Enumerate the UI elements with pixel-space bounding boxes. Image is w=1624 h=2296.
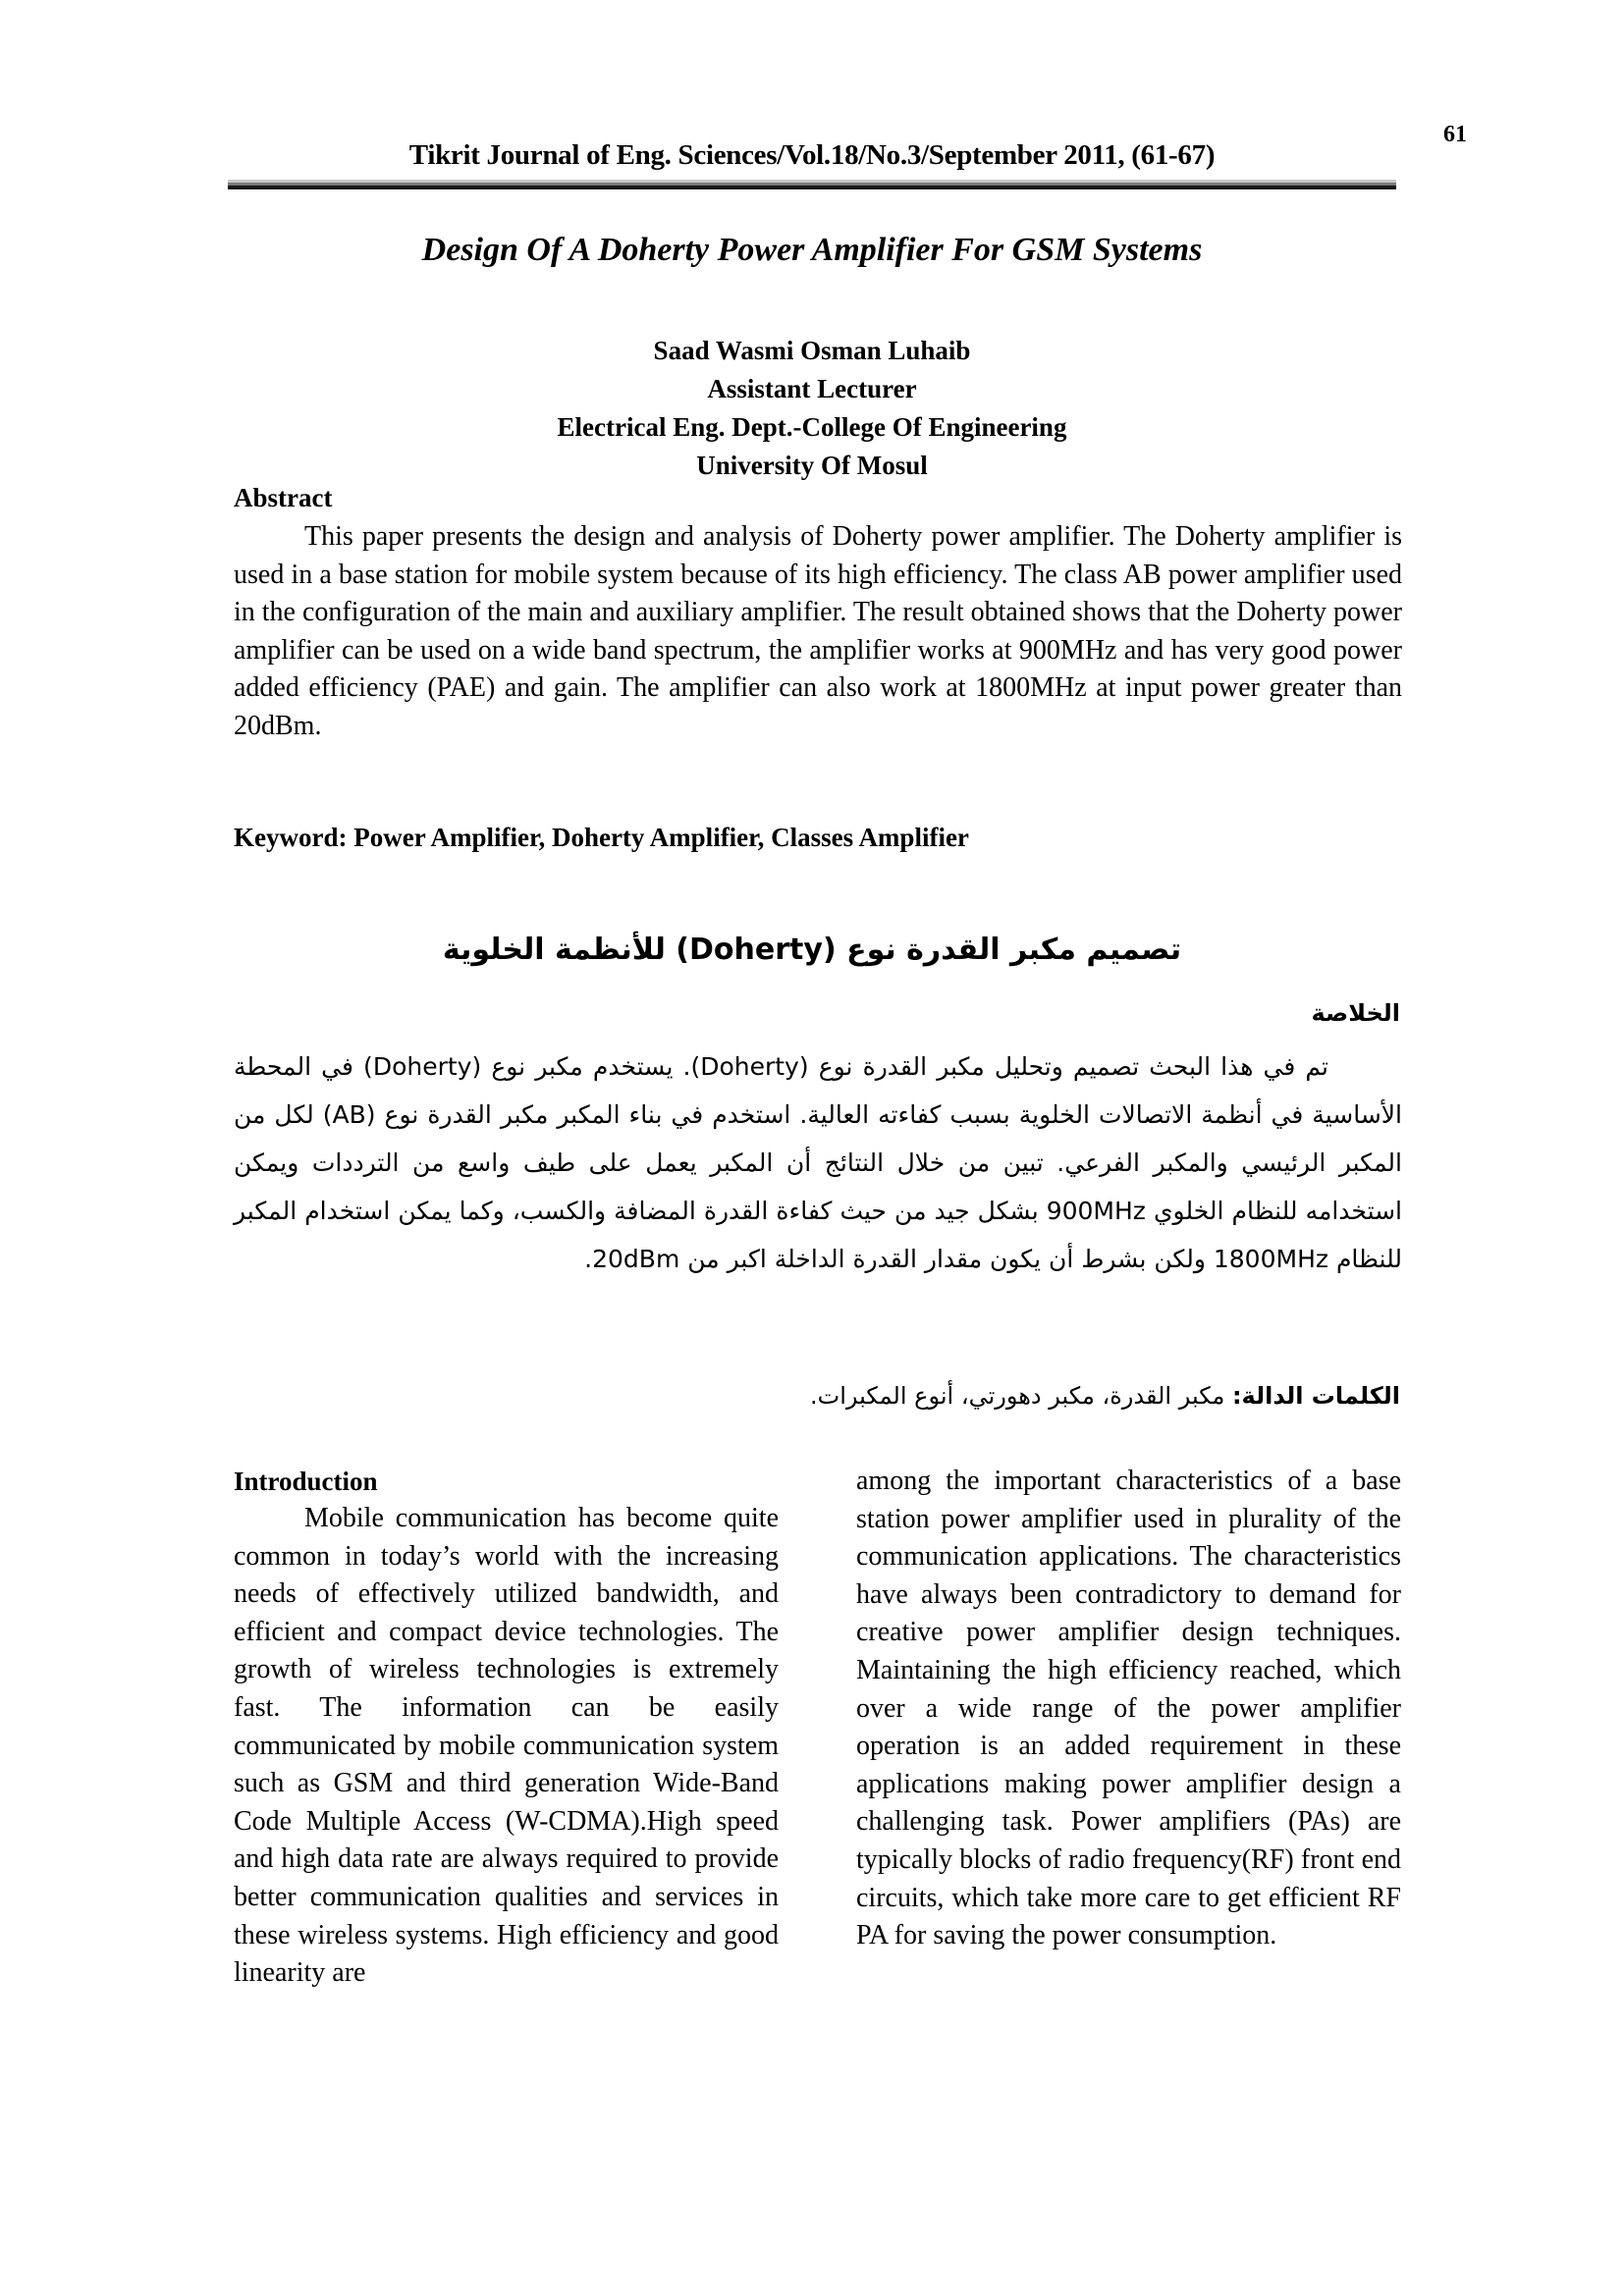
arabic-keywords (810, 1382, 1400, 1410)
author-position: Assistant Lecturer (707, 374, 917, 403)
introduction-paragraph-continued: among the important characteristics of a base station power amplifier used in plurality of the communication applications. The characteristics have always been contradictory to demand for creative power amplifier design techniques. Maintaining the high efficiency reached, which over a wide range of the power amplifier operation is an added requirement in these applications making power amplifier design a challenging task. Power amplifiers (PAs) are typically blocks of radio frequency(RF) front end circuits, which take more care to get efficient RF PA for saving the power consumption. (856, 1466, 1401, 1951)
abstract-text: This paper presents the design and analysis of Doherty power amplifier. The Doherty amplifier is used in a base station for mobile system because of its high efficiency. The class AB power amplifier used in the configuration of the main and auxiliary amplifier. The result obtained shows that the Doherty power amplifier can be used on a wide band spectrum, the amplifier works at 900MHz and has very good power added efficiency (PAE) and gain. The amplifier can also work at 1800MHz at input power greater than 20dBm. (234, 521, 1402, 741)
arabic-abstract-heading: الخلاصة (1311, 999, 1400, 1027)
arabic-title: تصميم مكبر القدرة نوع (Doherty) للأنظمة الخلوية (442, 933, 1182, 967)
paper-title: Design Of A Doherty Power Amplifier For GSM Systems (421, 232, 1203, 268)
abstract-heading: Abstract (234, 483, 333, 512)
introduction-heading: Introduction (234, 1467, 378, 1496)
header-rule (228, 180, 1396, 189)
arabic-keywords-label: الكلمات الدالة: (1231, 1382, 1400, 1410)
author-block (228, 332, 1396, 485)
arabic-abstract-text: تم في هذا البحث تصميم وتحليل مكبر القدرة نوع (Doherty). يستخدم مكبر نوع (Doherty) في المحطة الأساسية في أنظمة الاتصالات الخلوية بسبب كفاءته العالية. استخدم في بناء المكبر مكبر القدرة نوع (AB) لكل من المكبر الرئيسي والمكبر الفرعي. تبين من خلال النتائج أن المكبر يعمل على طيف واسع من الترددات ويمكن استخدامه للنظام الخلوي 900MHz بشكل جيد من حيث كفاءة القدرة المضافة والكسب، وكما يمكن استخدام المكبر للنظام 1800MHz ولكن بشرط أن يكون مقدار القدرة الداخلة اكبر من 20dBm. (234, 1052, 1403, 1273)
introduction-paragraph: Mobile communication has become quite common in today’s world with the increasing needs of effectively utilized bandwidth, and efficient and compact device technologies. The growth of wireless technologies is extremely fast. The information can be easily communicated by mobile communication system such as GSM and third generation Wide-Band Code Multiple Access (W-CDMA).High speed and high data rate are always required to provide better communication qualities and services in these wireless systems. High efficiency and good linearity are (234, 1503, 779, 1989)
introduction-right-column (856, 1463, 1401, 1955)
author-department: Electrical Eng. Dept.-College Of Engineering (557, 412, 1067, 442)
page-number: 61 (1443, 122, 1467, 147)
author-university: University Of Mosul (696, 451, 928, 480)
introduction-left-column (234, 1463, 779, 1993)
arabic-keywords-text: مكبر القدرة، مكبر دهورتي، أنوع المكبرات. (810, 1382, 1232, 1410)
author-name: Saad Wasmi Osman Luhaib (653, 336, 971, 365)
keywords: Keyword: Power Amplifier, Doherty Amplifier, Classes Amplifier (234, 823, 969, 852)
journal-header: Tikrit Journal of Eng. Sciences/Vol.18/No.3/September 2011, (61-67) (408, 139, 1216, 171)
